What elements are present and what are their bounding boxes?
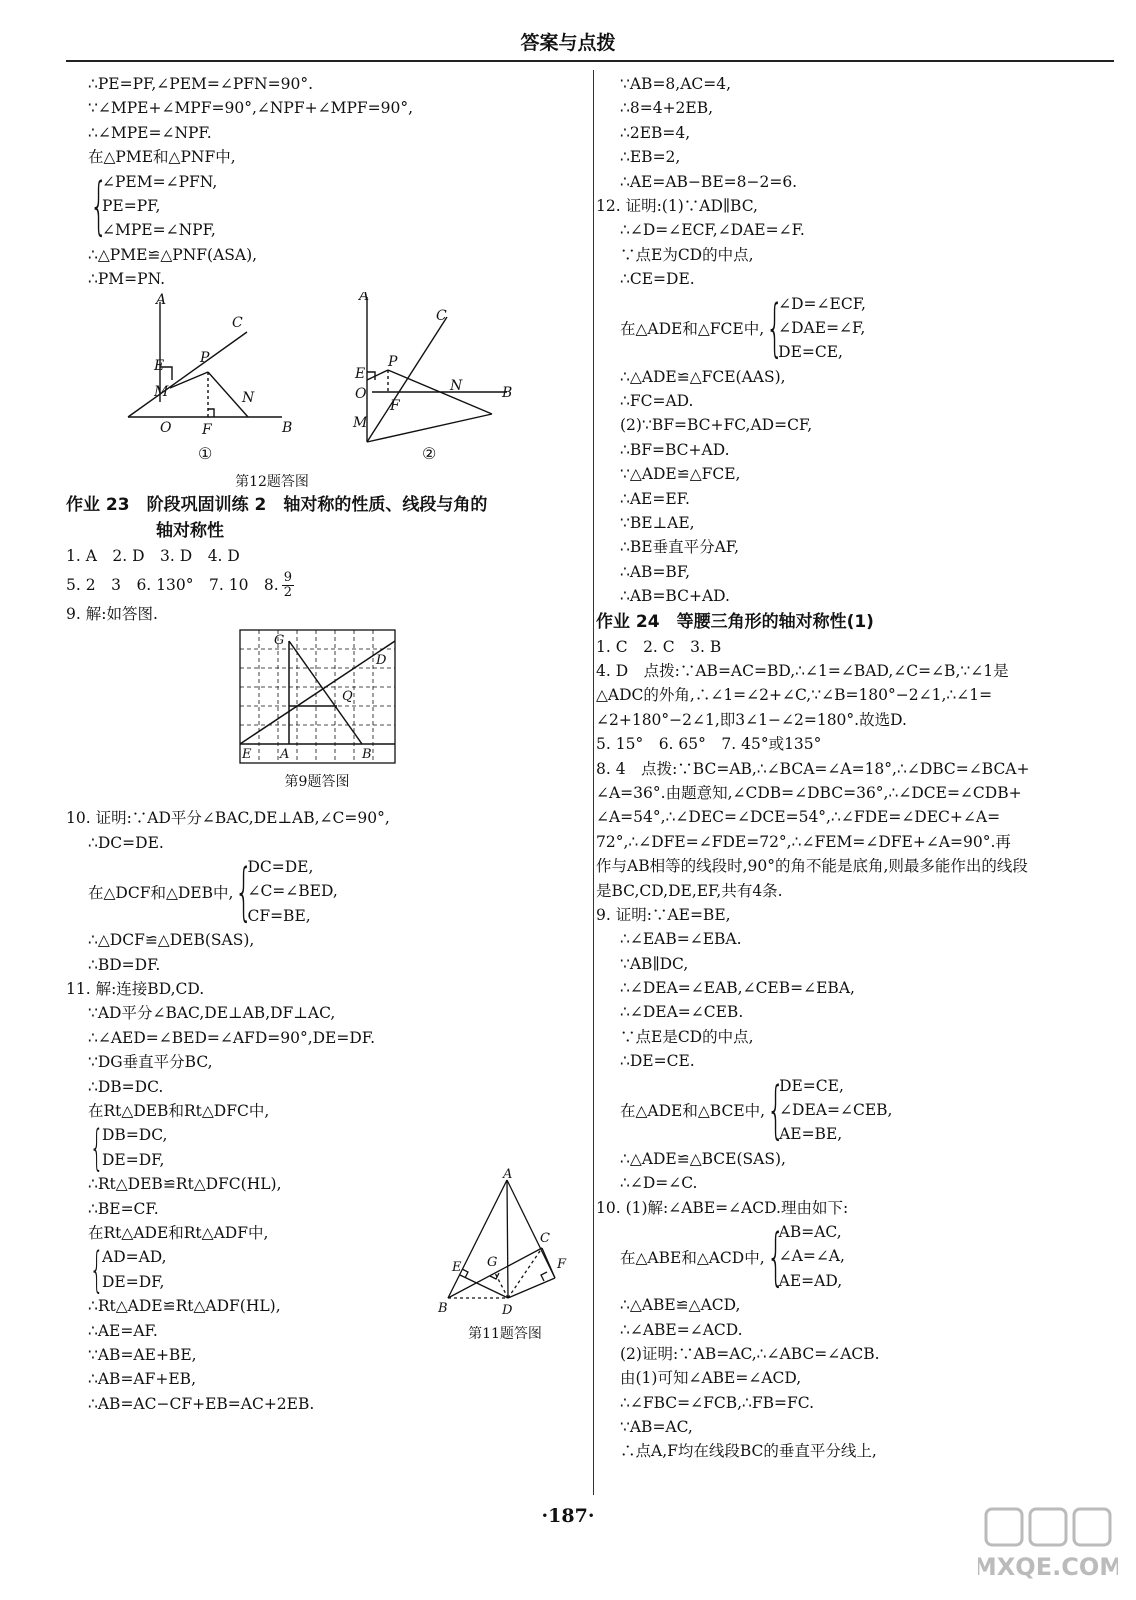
figure-11-diagram	[430, 1168, 590, 1328]
figure-11	[430, 1168, 590, 1368]
system-line: ∠A=∠A,	[778, 1247, 845, 1266]
text-line: 8. 4 点拨:∵BC=AB,∴∠BCA=∠A=18°,∴∠DBC=∠BCA+	[596, 759, 1030, 778]
text-line: ∴DE=CE.	[620, 1052, 695, 1071]
system-line: AE=AD,	[778, 1271, 843, 1290]
system-line: DE=DF,	[102, 1150, 165, 1169]
system-line: DE=CE,	[778, 343, 843, 362]
text-line: 1. C 2. C 3. B	[596, 637, 722, 656]
equation-system	[88, 1119, 582, 1176]
text-line: ∠2+180°−2∠1,即3∠1−∠2=180°.故选D.	[596, 710, 907, 729]
text-line: ∴AB=AC−CF+EB=AC+2EB.	[88, 1394, 315, 1413]
text-line: ∴∠D=∠C.	[620, 1174, 698, 1193]
figure-12-label-2: ②	[422, 443, 437, 463]
text-line: ∴BF=BC+AD.	[620, 440, 730, 459]
svg-text:E: E	[355, 365, 366, 382]
text-line: ∴△ABE≌△ACD,	[620, 1296, 741, 1315]
equation-system	[88, 170, 582, 243]
system-line: ∠PEM=∠PFN,	[102, 172, 218, 191]
text-line: ∴DB=DC.	[88, 1077, 164, 1096]
answer-text: 5. 2 3 6. 130° 7. 10 8.	[66, 575, 279, 594]
text-line: ∴PM=PN.	[88, 270, 166, 289]
system-line: PE=PF,	[102, 196, 161, 215]
equation-system	[620, 1220, 1114, 1293]
figure-12-caption: 第12题答图	[235, 473, 309, 490]
text-line: ∴AB=BF,	[620, 562, 691, 581]
svg-text:N: N	[242, 389, 255, 406]
system-intro: 在△DCF和△DEB中,	[88, 883, 234, 902]
figure-9-grid	[72, 626, 582, 786]
text-line: ∵△ADE≌△FCE,	[620, 465, 741, 484]
svg-text:N: N	[450, 377, 463, 394]
system-intro: 在△ABE和△ACD中,	[620, 1248, 765, 1267]
watermark-text: MXQE.COM	[978, 1553, 1118, 1581]
text-line: ∴∠MPE=∠NPF.	[88, 123, 212, 142]
svg-text:Q: Q	[342, 689, 353, 705]
svg-text:C: C	[540, 1231, 550, 1246]
text-line: ∴∠AED=∠BED=∠AFD=90°,DE=DF.	[88, 1028, 376, 1047]
svg-text:F: F	[557, 1257, 567, 1272]
system-line: DE=DF,	[102, 1272, 165, 1291]
text-line: 10. (1)解:∠ABE=∠ACD.理由如下:	[596, 1198, 849, 1217]
text-line: 作与AB相等的线段时,90°的角不能是底角,则最多能作出的线段	[596, 857, 1028, 876]
system-line: AB=AC,	[778, 1222, 842, 1241]
system-line: DB=DC,	[102, 1126, 168, 1145]
text-line: 4. D 点拨:∵AB=AC=BD,∴∠1=∠BAD,∠C=∠B,∵∠1是	[596, 661, 1009, 680]
system-line: ∠C=∠BED,	[247, 882, 338, 901]
page-number: ·187·	[541, 1505, 595, 1527]
svg-text:G: G	[274, 633, 285, 649]
text-line: ∴△DCF≌△DEB(SAS),	[88, 931, 255, 950]
brace-icon: {	[89, 1241, 104, 1298]
svg-text:F: F	[390, 397, 400, 414]
text-line: ∴△ADE≌△BCE(SAS),	[620, 1149, 786, 1168]
text-line: ∴FC=AD.	[620, 392, 694, 411]
text-line: ∴∠DEA=∠CEB.	[620, 1003, 744, 1022]
text-line: ∴Rt△DEB≌Rt△DFC(HL),	[88, 1175, 282, 1194]
fraction-denominator: 2	[283, 585, 292, 601]
svg-text:D: D	[502, 1303, 513, 1318]
text-line: ∵∠MPE+∠MPF=90°,∠NPF+∠MPF=90°,	[88, 99, 414, 118]
equation-system	[72, 855, 582, 928]
system-line: AD=AD,	[102, 1248, 167, 1267]
svg-text:O: O	[160, 419, 172, 436]
text-line: ∵AB=AC,	[620, 1418, 693, 1437]
text-line: ∴∠ABE=∠ACD.	[620, 1320, 743, 1339]
text-line: 9. 证明:∵AE=BE,	[596, 905, 731, 924]
system-line: ∠DAE=∠F,	[778, 318, 866, 337]
text-line: ∴点A,F均在线段BC的垂直平分线上,	[620, 1442, 877, 1461]
system-line: ∠MPE=∠NPF,	[102, 221, 216, 240]
equation-system	[620, 292, 1114, 365]
text-line: ∵AB=AE+BE,	[88, 1345, 197, 1364]
text-line: (2)证明:∵AB=AC,∴∠ABC=∠ACB.	[620, 1344, 880, 1363]
figure-9-caption: 第9题答图	[284, 774, 350, 791]
text-line: ∴AE=EF.	[620, 489, 690, 508]
svg-text:B: B	[282, 419, 293, 436]
text-line: ∵AD平分∠BAC,DE⊥AB,DF⊥AC,	[88, 1004, 336, 1023]
figure-9	[72, 626, 582, 806]
text-line: ∴AE=AF.	[88, 1321, 158, 1340]
text-line: ∵点E是CD的中点,	[620, 1027, 754, 1046]
equation-system	[620, 1074, 1114, 1147]
text-line: ∠A=36°.由题意知,∠CDB=∠DBC=36°,∴∠DCE=∠CDB+	[596, 783, 1022, 802]
svg-text:M: M	[154, 383, 169, 400]
text-line: 12. 证明:(1)∵AD∥BC,	[596, 196, 758, 215]
text-line: 由(1)可知∠ABE=∠ACD,	[620, 1369, 802, 1388]
text-line: ∴EB=2,	[620, 148, 681, 167]
figure-11-caption: 第11题答图	[468, 1326, 542, 1342]
text-line: 10. 证明:∵AD平分∠BAC,DE⊥AB,∠C=90°,	[66, 809, 390, 828]
svg-text:E: E	[452, 1260, 462, 1275]
svg-text:D: D	[376, 653, 387, 669]
fraction	[282, 571, 294, 600]
text-line: 11. 解:连接BD,CD.	[66, 980, 205, 999]
text-line: ∴△PME≌△PNF(ASA),	[88, 245, 258, 264]
section-heading-23-cont: 轴对称性	[156, 520, 224, 541]
text-line: ∴∠FBC=∠FCB,∴FB=FC.	[620, 1393, 815, 1412]
system-intro: 在△ADE和△BCE中,	[620, 1102, 766, 1121]
text-line: ∴BE垂直平分AF,	[620, 538, 740, 557]
brace-icon: {	[766, 1073, 785, 1147]
system-line: DE=CE,	[779, 1076, 844, 1095]
brace-icon: {	[765, 291, 784, 365]
text-line: ∴Rt△ADE≌Rt△ADF(HL),	[88, 1297, 281, 1316]
text-line: ∵点E为CD的中点,	[620, 245, 754, 264]
page-header: 答案与点拨	[520, 32, 616, 54]
text-line: ∴AB=BC+AD.	[620, 587, 730, 606]
svg-text:A: A	[280, 747, 290, 763]
text-line: ∵BE⊥AE,	[620, 514, 695, 533]
svg-text:C: C	[436, 307, 447, 324]
figure-12-diagram	[72, 292, 582, 492]
text-line: 在Rt△ADE和Rt△ADF中,	[88, 1223, 269, 1242]
text-line: 在△PME和△PNF中,	[88, 148, 236, 167]
text-line: ∵AB∥DC,	[620, 954, 689, 973]
text-line: (2)∵BF=BC+FC,AD=CF,	[620, 416, 813, 435]
text-line: ∴CE=DE.	[620, 270, 695, 289]
text-line: ∴BE=CF.	[88, 1199, 159, 1218]
system-line: CF=BE,	[247, 906, 311, 925]
watermark-icon	[978, 1505, 1118, 1591]
text-line: ∴AB=AF+EB,	[88, 1370, 197, 1389]
svg-text:A: A	[359, 291, 370, 304]
system-intro: 在△ADE和△FCE中,	[620, 320, 765, 339]
section-heading-24: 作业 24 等腰三角形的轴对称性(1)	[596, 611, 874, 632]
text-line: ∴DC=DE.	[88, 833, 164, 852]
column-divider	[593, 70, 594, 1495]
svg-text:P: P	[200, 349, 210, 366]
svg-text:A: A	[503, 1168, 513, 1182]
system-line: AE=BE,	[779, 1125, 843, 1144]
text-line: ∴PE=PF,∠PEM=∠PFN=90°.	[88, 75, 313, 93]
svg-text:O: O	[355, 385, 367, 402]
text-line: 是BC,CD,DE,EF,共有4条.	[596, 881, 783, 900]
system-line: ∠DEA=∠CEB,	[779, 1101, 893, 1120]
text-line: 在Rt△DEB和Rt△DFC中,	[88, 1101, 270, 1120]
header-rule	[66, 60, 1114, 62]
figure-12-label-1: ①	[198, 443, 213, 463]
svg-text:B: B	[362, 747, 372, 763]
svg-text:B: B	[502, 384, 513, 401]
svg-text:C: C	[232, 314, 243, 331]
svg-text:B: B	[438, 1301, 448, 1316]
svg-text:E: E	[154, 357, 165, 374]
text-line: ∵AB=8,AC=4,	[620, 75, 732, 93]
text-line: ∴∠DEA=∠EAB,∠CEB=∠EBA,	[620, 979, 855, 998]
answer-line	[66, 568, 582, 602]
text-line: ∴△ADE≌△FCE(AAS),	[620, 367, 786, 386]
text-line: △ADC的外角,∴∠1=∠2+∠C,∵∠B=180°−2∠1,∴∠1=	[596, 686, 993, 705]
brace-icon: {	[89, 1119, 104, 1176]
svg-text:A: A	[156, 291, 167, 308]
text-line: ∠A=54°,∴∠DEC=∠DCE=54°,∴∠FDE=∠DEC+∠A=	[596, 808, 1001, 827]
svg-text:P: P	[388, 353, 398, 370]
brace-icon: {	[766, 1219, 785, 1293]
text-line: ∴2EB=4,	[620, 123, 691, 142]
text-line: ∴BD=DF.	[88, 955, 161, 974]
answer-line: 9. 解:如答图.	[66, 604, 158, 623]
figure-12	[72, 292, 582, 492]
text-line: ∴∠EAB=∠EBA.	[620, 930, 742, 949]
text-line: 72°,∴∠DFE=∠FDE=72°,∴∠FEM=∠DFE+∠A=90°.再	[596, 832, 1011, 851]
text-line: 5. 15° 6. 65° 7. 45°或135°	[596, 735, 822, 754]
svg-text:G: G	[487, 1255, 498, 1270]
svg-text:E: E	[242, 747, 252, 763]
system-line: ∠D=∠ECF,	[778, 294, 866, 313]
svg-text:F: F	[202, 421, 212, 438]
answer-line: 1. A 2. D 3. D 4. D	[66, 546, 240, 565]
watermark-logo	[978, 1505, 1118, 1591]
brace-icon: {	[235, 854, 254, 928]
brace-icon: {	[89, 169, 108, 243]
system-line: DC=DE,	[247, 858, 314, 877]
right-column	[596, 72, 1114, 1464]
svg-text:M: M	[353, 414, 368, 431]
text-line: ∴8=4+2EB,	[620, 99, 714, 118]
text-line: ∴AE=AB−BE=8−2=6.	[620, 172, 798, 191]
text-line: ∴∠D=∠ECF,∠DAE=∠F.	[620, 221, 805, 240]
text-line: ∵DG垂直平分BC,	[88, 1053, 213, 1072]
section-heading-23: 作业 23 阶段巩固训练 2 轴对称的性质、线段与角的	[66, 494, 488, 515]
fraction-numerator: 9	[283, 570, 292, 586]
